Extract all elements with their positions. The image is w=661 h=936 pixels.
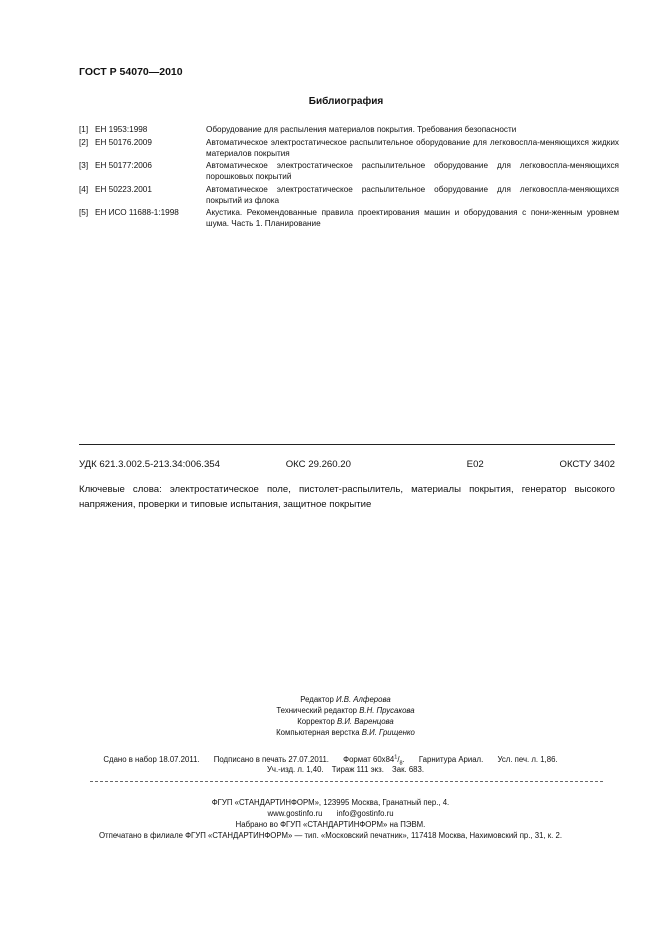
format-prefix: Формат 60х84 — [343, 754, 395, 764]
typeset-note: Набрано во ФГУП «СТАНДАРТИНФОРМ» на ПЭВМ. — [235, 820, 426, 829]
publisher-website[interactable]: www.gostinfo.ru — [267, 809, 323, 818]
bibliography-item-number: [1] — [79, 125, 89, 134]
paper-format: Формат $60х84^1/_8$. — [343, 754, 405, 767]
bibliography-item — [79, 124, 619, 135]
typeface: Гарнитура Ариал. — [418, 754, 484, 764]
signed-date: Подписано в печать 27.07.2011. — [213, 754, 329, 764]
publisher-address: ФГУП «СТАНДАРТИНФОРМ», 123995 Москва, Гранатный пер., 4. — [211, 798, 450, 807]
bibliography-item — [79, 184, 619, 206]
print-run: Тираж 111 экз. — [331, 765, 384, 774]
format-denominator: 8 — [399, 760, 403, 767]
bibliography-list — [79, 124, 619, 231]
printed-note: Отпечатано в филиале ФГУП «СТАНДАРТИНФОРМ» — тип. «Московский печатник», 117418 Москва, Нахимовский пр., 31, к. 2. — [98, 831, 563, 840]
bibliography-item-code: ЕН 50176.2009 — [95, 137, 152, 147]
credit-layout — [30, 727, 661, 738]
publisher-email[interactable]: info@gostinfo.ru — [336, 809, 394, 818]
bibliography-item-code: ЕН ИСО 11688-1:1998 — [95, 208, 179, 217]
credit-label: Компьютерная верстка — [276, 728, 360, 737]
udk-code: УДК 621.3.002.5-213.34:006.354 — [79, 459, 220, 470]
okstu-code: ОКСТУ 3402 — [559, 459, 615, 470]
credit-corrector — [30, 716, 661, 727]
bibliography-title: Библиография — [308, 96, 384, 107]
publisher-contacts — [0, 808, 661, 819]
format-suffix: . — [402, 754, 405, 764]
credit-name: И.В. Алферова — [336, 695, 391, 704]
bibliography-item — [79, 160, 619, 182]
section-divider — [79, 444, 615, 445]
bibliography-item-title: Оборудование для распыления материалов покрытия. Требования безопасности — [206, 125, 517, 134]
bibliography-item — [79, 207, 619, 229]
print-info-line — [0, 765, 661, 774]
publisher-block — [0, 797, 661, 841]
bibliography-item-title: Акустика. Рекомендованные правила проектирования машин и оборудования с пони-женным уровнем шума. Часть 1. Планирование — [206, 208, 619, 228]
bibliography-item-number: [4] — [79, 184, 89, 194]
bibliography-item-code: ЕН 50177:2006 — [95, 161, 152, 170]
bibliography-item-code: ЕН 50223.2001 — [95, 184, 152, 194]
order-number: Зак. 683. — [392, 765, 425, 774]
group-code: Е02 — [466, 459, 484, 470]
credit-name: В.И. Грищенко — [361, 728, 415, 737]
credit-name: В.И. Варенцова — [336, 717, 394, 726]
credit-label: Корректор — [297, 717, 335, 726]
credit-editor — [30, 694, 661, 705]
bibliography-item-number: [5] — [79, 208, 89, 217]
bibliography-item-title: Автоматическое электростатическое распылительное оборудование для легковоспла-меняющихся жидких материалов покрытия — [206, 137, 619, 158]
keywords: Ключевые слова: электростатическое поле, пистолет-распылитель, материалы покрытия, генератор высокого напряжения, проверки и типовые испытания, защитное покрытие — [79, 484, 615, 510]
dashed-divider — [90, 781, 603, 782]
format-numerator: 1 — [394, 754, 398, 760]
bibliography-item-code: ЕН 1953:1998 — [95, 125, 148, 134]
publishing-sheets: Уч.-изд. л. 1,40. — [266, 765, 324, 774]
credit-label: Технический редактор — [276, 706, 358, 715]
document-id: ГОСТ Р 54070—2010 — [79, 66, 183, 78]
bibliography-item — [79, 137, 619, 159]
classification-row — [79, 459, 615, 470]
credit-label: Редактор — [300, 695, 334, 704]
print-sheets: Усл. печ. л. 1,86. — [497, 754, 558, 764]
oks-code: ОКС 29.260.20 — [285, 459, 351, 470]
credit-tech-editor — [30, 705, 661, 716]
bibliography-item-number: [2] — [79, 137, 89, 147]
bibliography-item-title: Автоматическое электростатическое распылительное оборудование для легковоспла-меняющихся покрытий из флока — [206, 184, 619, 205]
bibliography-item-number: [3] — [79, 161, 89, 170]
bibliography-item-title: Автоматическое электростатическое распылительное оборудование для легковоспла-меняющихся порошковых покрытий — [206, 161, 619, 181]
credits-block — [0, 694, 661, 738]
credit-name: В.Н. Прусакова — [359, 706, 415, 715]
submitted-date: Сдано в набор 18.07.2011. — [103, 754, 200, 764]
